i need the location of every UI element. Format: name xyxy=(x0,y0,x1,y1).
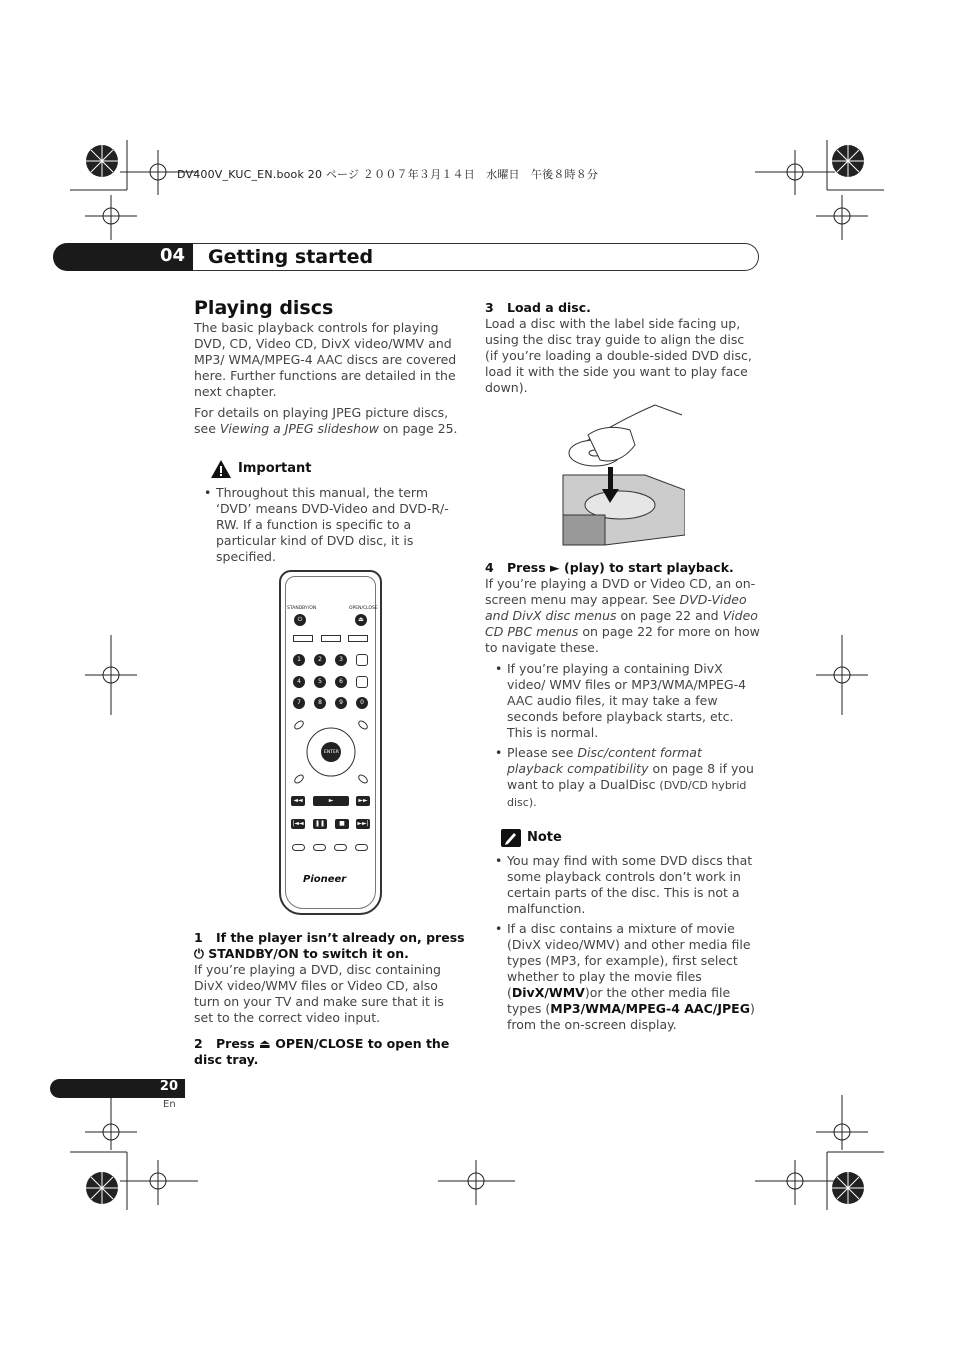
step-1-number: 1 xyxy=(194,930,203,945)
bullet-2-small: (DVD/CD hybrid disc). xyxy=(507,779,747,809)
steps-1-2 xyxy=(194,930,466,1068)
step-4-body-a: If you’re playing a DVD or Video CD, an on-screen menu may appear. See xyxy=(485,576,756,607)
step-2-heading-text: Press ⏏ OPEN/CLOSE to open the disc tray. xyxy=(194,1036,450,1067)
step-4-bullet-2 xyxy=(485,745,760,811)
step-3-heading-text: Load a disc. xyxy=(507,300,591,315)
step-4-body xyxy=(485,576,760,656)
digit-6: 6 xyxy=(335,676,347,688)
step-4-body-b: on page 22 and xyxy=(616,608,723,623)
eject-icon: ⏏ xyxy=(355,614,367,626)
step-4-bullet-1: • If you’re playing a containing DivX video/ WMV files or MP3/WMA/MPEG-4 AAC audio files, it may take a few seconds before playback starts, etc. This is normal. xyxy=(485,661,760,741)
print-header: DV400V_KUC_EN.book 20 ページ ２００７年３月１４日 水曜日 午後８時８分 xyxy=(177,168,599,181)
remote-square-1 xyxy=(356,654,368,666)
bullet-2-a: Please see xyxy=(507,745,578,760)
step-4-heading-text: Press ► (play) to start playback. xyxy=(507,560,734,575)
step-4-heading xyxy=(485,560,760,576)
pioneer-logo: Pioneer xyxy=(303,874,347,885)
rewind-icon: ◄◄ xyxy=(291,796,305,806)
remote-control-illustration xyxy=(279,570,382,915)
digit-0: 0 xyxy=(356,697,368,709)
note-2-c: )or the other media file types ( xyxy=(507,985,731,1016)
step-1-body: If you’re playing a DVD, disc containing DivX video/WMV files or Video CD, also turn on your TV and make sure that it is set to the correct video input. xyxy=(194,962,444,1025)
step-1-heading-b: STANDBY/ON to switch it on. xyxy=(208,946,409,961)
digit-2: 2 xyxy=(314,654,326,666)
remote-square-2 xyxy=(356,676,368,688)
play-icon: ► xyxy=(313,796,349,806)
right-column xyxy=(485,300,760,401)
important-item: • Throughout this manual, the term ‘DVD’ means DVD-Video and DVD-R/-RW. If a function is specific to a particular kind of DVD disc, it is specified. xyxy=(194,485,466,565)
compatibility-link[interactable]: Disc/content format playback compatibility xyxy=(507,745,702,776)
pencil-note-icon xyxy=(501,829,521,847)
step-1-heading-a: If the player isn’t already on, press xyxy=(216,930,465,945)
intro-paragraph: The basic playback controls for playing DVD, CD, Video CD, DivX video/WMV and MP3/ WMA/MPEG-4 AAC discs are covered here. Further functions are detailed in the next chapter. xyxy=(194,320,457,399)
jpeg-text: For details on playing JPEG picture discs, see xyxy=(194,405,449,436)
standby-label: STANDBY/ON xyxy=(287,606,317,611)
note-2-divx: DivX/WMV xyxy=(511,985,585,1000)
digit-7: 7 xyxy=(293,697,305,709)
open-close-label: OPEN/CLOSE xyxy=(349,606,378,611)
stop-icon: ■ xyxy=(335,819,349,829)
digit-5: 5 xyxy=(314,676,326,688)
step-4-block xyxy=(485,560,760,1037)
previous-icon: |◄◄ xyxy=(292,820,304,827)
fast-forward-icon: ►► xyxy=(356,796,370,806)
chapter-number: 04 xyxy=(159,245,185,266)
note-2-d: ) from the on-screen display. xyxy=(507,1001,755,1032)
remote-button-c xyxy=(348,635,368,642)
step-2-number: 2 xyxy=(194,1036,203,1051)
remote-pill-4 xyxy=(355,844,368,851)
digit-3: 3 xyxy=(335,654,347,666)
digit-1: 1 xyxy=(293,654,305,666)
step-1-heading-line2 xyxy=(194,946,466,962)
important-heading: Important xyxy=(238,461,312,476)
note-2-mp3: MP3/WMA/MPEG-4 AAC/JPEG xyxy=(550,1001,750,1016)
step-3-heading xyxy=(485,300,760,316)
digit-9: 9 xyxy=(335,697,347,709)
remote-pill-2 xyxy=(313,844,326,851)
chapter-number-tab xyxy=(53,243,193,271)
jpeg-link[interactable]: Viewing a JPEG slideshow xyxy=(219,421,379,436)
step-4-body-c: on page 22 for more on how to navigate these. xyxy=(485,624,760,655)
bullet-2-b: on page 8 if you want to play a DualDisc xyxy=(507,761,754,792)
step-1-heading xyxy=(194,930,466,946)
disc-loading-illustration xyxy=(560,395,685,550)
page-language: En xyxy=(163,1099,176,1110)
jpeg-text-end: on page 25. xyxy=(378,421,458,436)
note-heading: Note xyxy=(527,830,562,845)
digit-8: 8 xyxy=(314,697,326,709)
next-icon: ►►| xyxy=(357,820,369,827)
power-symbol-icon: ⏻ xyxy=(194,946,209,961)
note-heading-row xyxy=(501,829,760,847)
warning-icon xyxy=(210,459,232,479)
vcd-pbc-link[interactable]: Video CD PBC menus xyxy=(485,608,758,639)
section-title: Playing discs xyxy=(194,297,334,319)
remote-button-b xyxy=(321,635,341,642)
important-heading-row xyxy=(210,459,466,479)
note-2-a: If a disc contains a mixture of movie (DivX video/WMV) and other media file types (MP3, for example), first select whether to play the movie files ( xyxy=(507,921,751,1000)
remote-button-a xyxy=(293,635,313,642)
step-3-number: 3 xyxy=(485,300,494,315)
note-item-1: • You may find with some DVD discs that some playback controls don’t work in certain parts of the disc. This is not a malfunction. xyxy=(485,853,760,917)
remote-pill-3 xyxy=(334,844,347,851)
note-item-2 xyxy=(485,921,760,1033)
dvd-menus-link[interactable]: DVD-Video and DivX disc menus xyxy=(485,592,747,623)
enter-label: ENTER xyxy=(324,750,339,755)
digit-4: 4 xyxy=(293,676,305,688)
power-icon: ⏻ xyxy=(294,614,306,626)
step-2-heading xyxy=(194,1036,466,1068)
page-number-tab xyxy=(50,1079,185,1098)
step-3-body: Load a disc with the label side facing up, using the disc tray guide to align the disc (if you’re loading a double-sided DVD disc, load it with the side you want to play face down). xyxy=(485,316,752,395)
left-column xyxy=(194,297,466,569)
remote-pill-1 xyxy=(292,844,305,851)
jpeg-paragraph xyxy=(194,405,466,437)
page-number: 20 xyxy=(159,1079,178,1094)
chapter-title: Getting started xyxy=(208,246,374,268)
pause-icon: ❚❚ xyxy=(314,820,326,827)
step-4-number: 4 xyxy=(485,560,494,575)
